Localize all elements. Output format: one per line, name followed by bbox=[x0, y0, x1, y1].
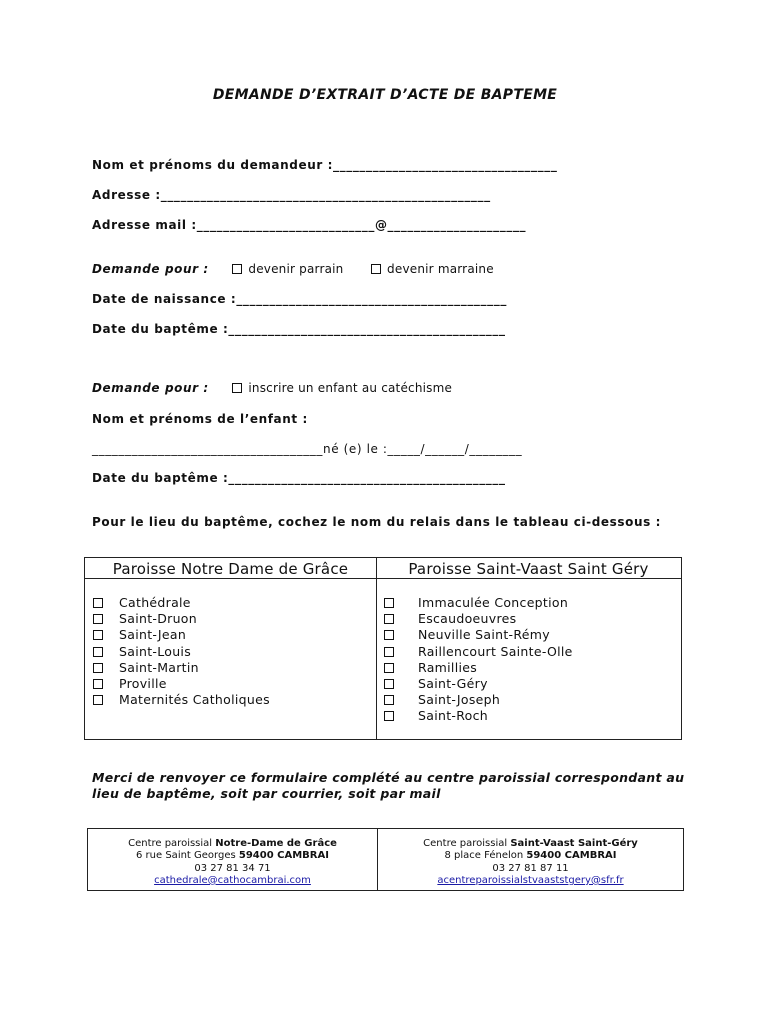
contact-right-title: Centre paroissial Saint-Vaast Saint-Géry bbox=[423, 838, 638, 849]
relais-item[interactable] bbox=[93, 611, 270, 627]
relais-label: Saint-Jean bbox=[119, 627, 187, 643]
contact-left-phone: 03 27 81 34 71 bbox=[194, 862, 271, 874]
checkbox-icon[interactable] bbox=[384, 663, 394, 673]
checkbox-icon[interactable] bbox=[384, 679, 394, 689]
relais-item[interactable] bbox=[384, 708, 573, 724]
contact-right-email-link[interactable]: acentreparoissialstvaaststgery@sfr.fr bbox=[437, 874, 624, 886]
contact-left-title: Centre paroissial Notre-Dame de Grâce bbox=[128, 838, 337, 849]
relais-label: Saint-Martin bbox=[119, 659, 199, 675]
checkbox-icon[interactable] bbox=[371, 264, 381, 274]
relais-list-left bbox=[93, 595, 270, 708]
demande-pour-row-1 bbox=[92, 262, 494, 276]
checkbox-icon[interactable] bbox=[384, 614, 394, 624]
relais-item[interactable] bbox=[93, 595, 270, 611]
relais-item[interactable] bbox=[384, 611, 573, 627]
option-inscrire-catechisme[interactable] bbox=[232, 381, 452, 395]
field-date-bapteme-enfant[interactable]: Date du baptême :__________________________________________ bbox=[92, 471, 506, 485]
relais-label: Saint-Roch bbox=[418, 708, 488, 724]
relais-label: Proville bbox=[119, 675, 167, 691]
relais-label: Ramillies bbox=[418, 659, 478, 675]
relais-item[interactable] bbox=[93, 660, 270, 676]
contacts-table bbox=[87, 828, 684, 891]
checkbox-icon[interactable] bbox=[93, 614, 103, 624]
parish-column-right bbox=[376, 558, 681, 739]
relais-label: Cathédrale bbox=[119, 595, 191, 610]
relais-item[interactable] bbox=[93, 692, 270, 708]
relais-item[interactable] bbox=[384, 676, 573, 692]
relais-label: Maternités Catholiques bbox=[119, 692, 270, 708]
checkbox-icon[interactable] bbox=[384, 630, 394, 640]
relais-item[interactable] bbox=[384, 627, 573, 643]
relais-item[interactable] bbox=[384, 595, 573, 611]
demande-pour-row-2 bbox=[92, 381, 452, 395]
relais-label: Saint-Joseph bbox=[418, 692, 501, 708]
parish-column-left bbox=[85, 558, 377, 739]
contact-left bbox=[88, 829, 378, 890]
option-label: devenir parrain bbox=[248, 262, 344, 276]
relais-item[interactable] bbox=[93, 644, 270, 660]
field-adresse-mail[interactable] bbox=[92, 218, 526, 232]
return-instructions: Merci de renvoyer ce formulaire complété au centre paroissial correspondant au lieu de baptême, soit par courrier, soit par mail bbox=[92, 770, 685, 801]
checkbox-icon[interactable] bbox=[93, 663, 103, 673]
checkbox-icon[interactable] bbox=[232, 383, 242, 393]
document-title: DEMANDE D’EXTRAIT D’ACTE DE BAPTEME bbox=[212, 87, 558, 103]
field-adresse[interactable]: Adresse :__________________________________________________ bbox=[92, 188, 491, 202]
checkbox-icon[interactable] bbox=[384, 711, 394, 721]
relais-list-right bbox=[384, 595, 573, 725]
relais-label: Saint-Géry bbox=[418, 675, 488, 691]
demande-pour-label: Demande pour : bbox=[92, 262, 209, 276]
checkbox-icon[interactable] bbox=[93, 695, 103, 705]
option-devenir-parrain[interactable] bbox=[232, 262, 343, 276]
relais-label: Neuville Saint-Rémy bbox=[418, 627, 550, 643]
contact-right bbox=[378, 829, 683, 890]
field-nom-demandeur[interactable]: Nom et prénoms du demandeur :__________________________________ bbox=[92, 158, 558, 172]
relais-item[interactable] bbox=[384, 644, 573, 660]
contact-right-address: 8 place Fénelon 59400 CAMBRAI bbox=[444, 850, 617, 862]
parish-table bbox=[84, 557, 682, 740]
relais-label: Raillencourt Sainte-Olle bbox=[418, 643, 573, 659]
relais-item[interactable] bbox=[384, 692, 573, 708]
contact-right-phone: 03 27 81 87 11 bbox=[492, 862, 569, 874]
checkbox-icon[interactable] bbox=[384, 598, 394, 608]
demande-pour-label: Demande pour : bbox=[92, 381, 209, 395]
relais-label: Saint-Louis bbox=[119, 643, 192, 659]
field-enfant-nom-naissance[interactable]: ___________________________________né (e) le :_____/______/________ bbox=[92, 442, 523, 456]
adresse-mail-label: Adresse mail :___________________________ bbox=[92, 218, 375, 232]
option-label: inscrire un enfant au catéchisme bbox=[248, 381, 453, 395]
field-date-bapteme[interactable]: Date du baptême :__________________________________________ bbox=[92, 322, 506, 336]
adresse-mail-domain: @_____________________ bbox=[374, 218, 527, 232]
option-devenir-marraine[interactable] bbox=[371, 262, 494, 276]
contact-left-email-link[interactable]: cathedrale@cathocambrai.com bbox=[154, 874, 311, 886]
instruction-text: Pour le lieu du baptême, cochez le nom du relais dans le tableau ci-dessous : bbox=[92, 515, 662, 529]
relais-item[interactable] bbox=[93, 627, 270, 643]
checkbox-icon[interactable] bbox=[93, 630, 103, 640]
field-date-naissance[interactable]: Date de naissance :_________________________________________ bbox=[92, 292, 507, 306]
relais-item[interactable] bbox=[93, 676, 270, 692]
checkbox-icon[interactable] bbox=[93, 679, 103, 689]
parish-name-left: Paroisse Notre Dame de Grâce bbox=[85, 558, 376, 579]
checkbox-icon[interactable] bbox=[384, 695, 394, 705]
relais-label: Immaculée Conception bbox=[418, 595, 569, 610]
relais-label: Saint-Druon bbox=[119, 611, 197, 627]
checkbox-icon[interactable] bbox=[93, 647, 103, 657]
checkbox-icon[interactable] bbox=[384, 647, 394, 657]
checkbox-icon[interactable] bbox=[93, 598, 103, 608]
checkbox-icon[interactable] bbox=[232, 264, 242, 274]
relais-item[interactable] bbox=[384, 660, 573, 676]
contact-left-address: 6 rue Saint Georges 59400 CAMBRAI bbox=[136, 850, 329, 862]
relais-label: Escaudoeuvres bbox=[418, 611, 517, 627]
option-label: devenir marraine bbox=[387, 262, 494, 276]
parish-name-right: Paroisse Saint-Vaast Saint Géry bbox=[376, 558, 681, 579]
nom-enfant-label: Nom et prénoms de l’enfant : bbox=[92, 412, 308, 426]
